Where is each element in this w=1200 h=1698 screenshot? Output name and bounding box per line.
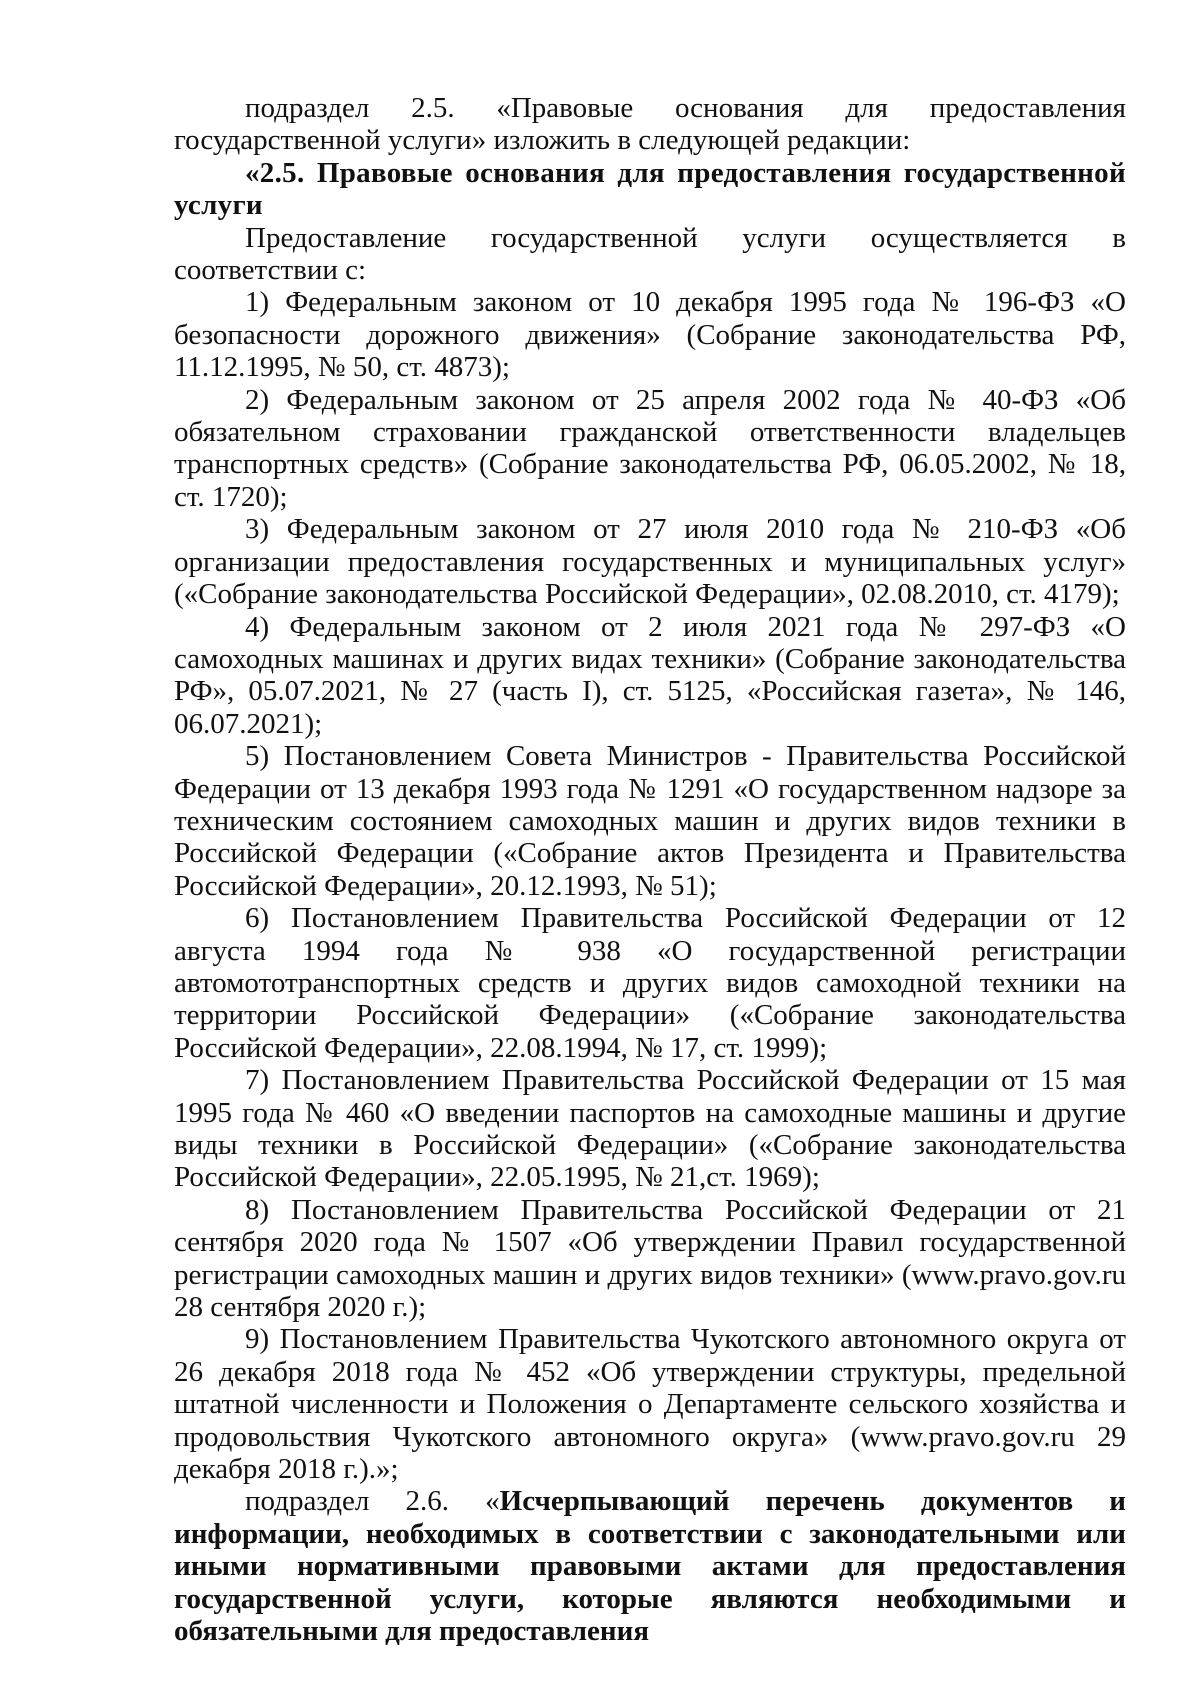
- list-item: 7) Постановлением Правительства Российской Федерации от 15 мая 1995 года № 460 «О введении паспортов на самоходные машины и другие виды техники в Российской Федерации» («Собрание законодательства Российской Федерации», 22.05.1995, № 21,ст. 1969);: [174, 1064, 1126, 1194]
- list-item: 5) Постановлением Совета Министров - Правительства Российской Федерации от 13 декабря 1993 года № 1291 «О государственном надзоре за техническим состоянием самоходных машин и других видов техники в Российской Федерации («Собрание актов Президента и Правительства Российской Федерации», 20.12.1993, № 51);: [174, 740, 1126, 902]
- intro-2-6-prefix: подраздел 2.6. «: [245, 1485, 500, 1518]
- section-heading-2-5: «2.5. Правовые основания для предоставления государственной услуги: [174, 156, 1126, 222]
- paragraph-intro-2-6: [174, 1485, 1126, 1647]
- list-item: 9) Постановлением Правительства Чукотского автономного округа от 26 декабря 2018 года № 452 «Об утверждении структуры, предельной штатной численности и Положения о Департаменте сельского хозяйства и продовольствия Чукотского автономного округа» (www.pravo.gov.ru 29 декабря 2018 г.).»;: [174, 1323, 1126, 1486]
- list-item: 8) Постановлением Правительства Российской Федерации от 21 сентября 2020 года № 1507 «Об утверждении Правил государственной регистрации самоходных машин и других видов техники» (www.pravo.gov.ru 28 сентября 2020 г.);: [174, 1193, 1126, 1324]
- list-item: 2) Федеральным законом от 25 апреля 2002 года № 40-ФЗ «Об обязательном страховании гражданской ответственности владельцев транспортных средств» (Собрание законодательства РФ, 06.05.2002, № 18, ст. 1720);: [174, 383, 1126, 513]
- list-item: 6) Постановлением Правительства Российской Федерации от 12 августа 1994 года № 938 «О государственной регистрации автомототранспортных средств и других видов самоходной техники на территории Российской Федерации» («Собрание законодательства Российской Федерации», 22.08.1994, № 17, ст. 1999);: [174, 902, 1126, 1064]
- paragraph-intro-2-5: подраздел 2.5. «Правовые основания для предоставления государственной услуги» изложить в следующей редакции:: [174, 92, 1126, 157]
- list-item: 1) Федеральным законом от 10 декабря 1995 года № 196-ФЗ «О безопасности дорожного движения» (Собрание законодательства РФ, 11.12.1995, № 50, ст. 4873);: [174, 286, 1126, 384]
- paragraph-lead: Предоставление государственной услуги осуществляется в соответствии с:: [174, 221, 1126, 287]
- list-item: 3) Федеральным законом от 27 июля 2010 года № 210-ФЗ «Об организации предоставления государственных и муниципальных услуг» («Собрание законодательства Российской Федерации», 02.08.2010, ст. 4179);: [174, 513, 1126, 611]
- document-page: [174, 92, 1126, 1648]
- list-item: 4) Федеральным законом от 2 июля 2021 года № 297-ФЗ «О самоходных машинах и других видах техники» (Собрание законодательства РФ», 05.07.2021, № 27 (часть I), ст. 5125, «Российская газета», № 146, 06.07.2021);: [174, 610, 1126, 740]
- intro-2-6-title: Исчерпывающий перечень документов и информации, необходимых в соответствии с законодательными или иными нормативными правовыми актами для предоставления государственной услуги, которые являются необходимыми и обязательными для предоставления: [174, 1485, 1126, 1648]
